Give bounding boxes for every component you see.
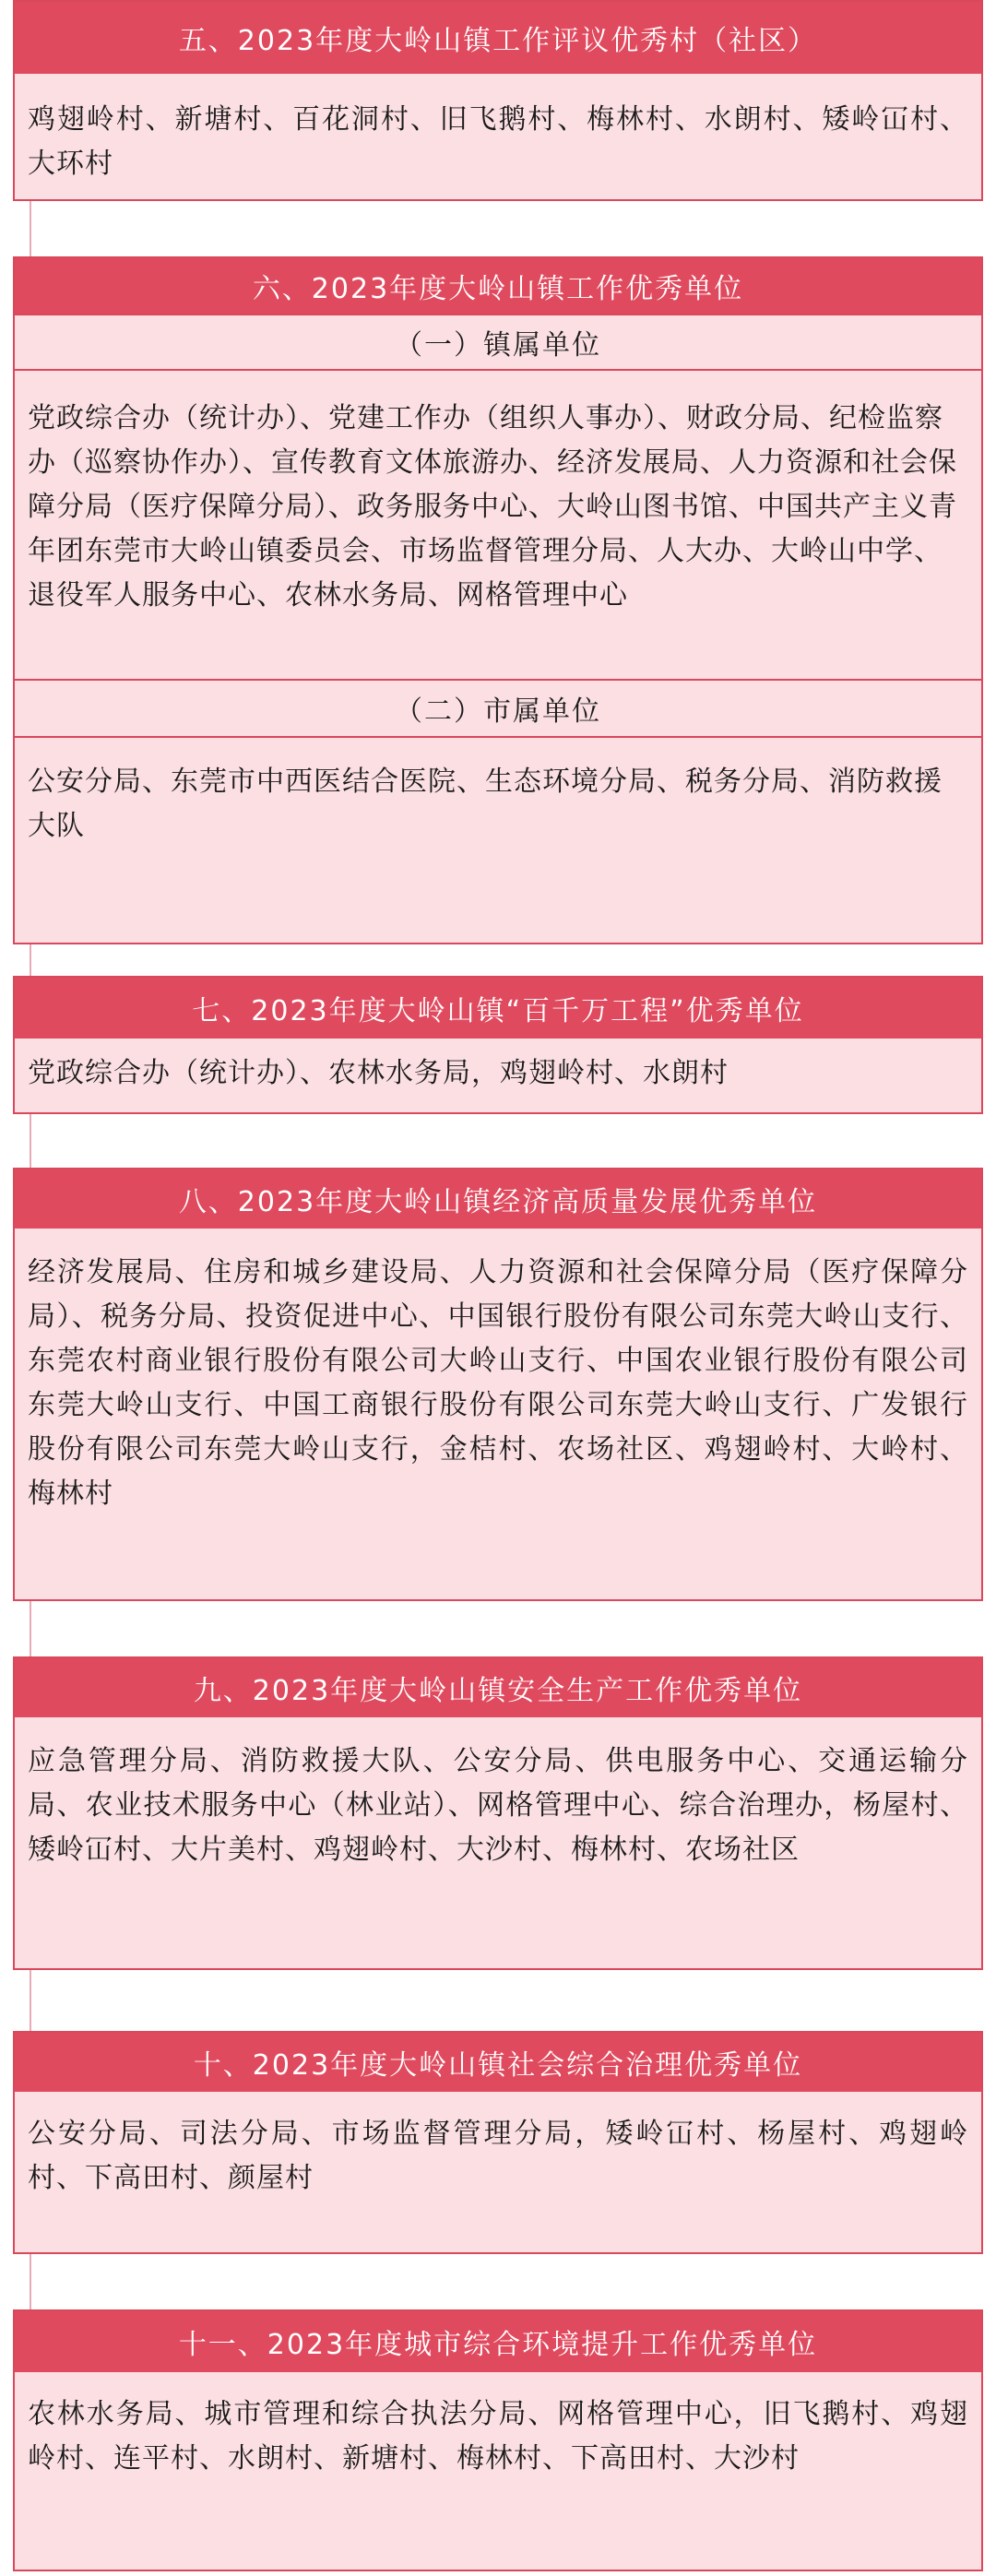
section-card-10 — [13, 2031, 983, 2254]
section-card-11 — [13, 2309, 983, 2571]
section-body: 经济发展局、住房和城乡建设局、人力资源和社会保障分局（医疗保障分局）、税务分局、投资促进中心、中国银行股份有限公司东莞大岭山支行、东莞农村商业银行股份有限公司大岭山支行、中国农业银行股份有限公司东莞大岭山支行、中国工商银行股份有限公司东莞大岭山支行、广发银行股份有限公司东莞大岭山支行，金桔村、农场社区、鸡翅岭村、大岭村、梅林村 — [15, 1229, 981, 1516]
subsection-body: 党政综合办（统计办）、党建工作办（组织人事办）、财政分局、纪检监察办（巡察协作办）、宣传教育文体旅游办、经济发展局、人力资源和社会保障分局（医疗保障分局）、政务服务中心、大岭山图书馆、中国共产主义青年团东莞市大岭山镇委员会、市场监督管理分局、人大办、大岭山中学、退役军人服务中心、农林水务局、网格管理中心 — [15, 371, 981, 679]
section-title: 五、2023年度大岭山镇工作评议优秀村（社区） — [15, 2, 981, 74]
section-title: 十、2023年度大岭山镇社会综合治理优秀单位 — [15, 2033, 981, 2092]
subsection-body: 公安分局、东莞市中西医结合医院、生态环境分局、税务分局、消防救援大队 — [15, 738, 981, 869]
section-connector — [30, 201, 31, 256]
section-card-5 — [13, 0, 983, 201]
section-card-8 — [13, 1168, 983, 1601]
section-title: 六、2023年度大岭山镇工作优秀单位 — [15, 258, 981, 314]
section-body: 公安分局、司法分局、市场监督管理分局，矮岭冚村、杨屋村、鸡翅岭村、下高田村、颜屋村 — [15, 2092, 981, 2201]
section-title: 十一、2023年度城市综合环境提升工作优秀单位 — [15, 2311, 981, 2372]
section-connector — [30, 2254, 31, 2309]
section-connector — [30, 1114, 31, 1168]
section-body: 鸡翅岭村、新塘村、百花洞村、旧飞鹅村、梅林村、水朗村、矮岭冚村、大环村 — [15, 74, 981, 186]
section-body: 农林水务局、城市管理和综合执法分局、网格管理中心，旧飞鹅村、鸡翅岭村、连平村、水朗村、新塘村、梅林村、下高田村、大沙村 — [15, 2372, 981, 2481]
section-card-9 — [13, 1656, 983, 1970]
subsection-title: （一）镇属单位 — [15, 314, 981, 371]
section-connector — [30, 944, 31, 976]
section-body: 党政综合办（统计办）、农林水务局，鸡翅岭村、水朗村 — [15, 1039, 981, 1096]
section-connector — [30, 1970, 31, 2031]
subsection-title: （二）市属单位 — [15, 679, 981, 738]
section-card-6 — [13, 256, 983, 944]
section-title: 九、2023年度大岭山镇安全生产工作优秀单位 — [15, 1658, 981, 1717]
section-card-7 — [13, 976, 983, 1114]
section-title: 八、2023年度大岭山镇经济高质量发展优秀单位 — [15, 1169, 981, 1229]
section-body: 应急管理分局、消防救援大队、公安分局、供电服务中心、交通运输分局、农业技术服务中心（林业站）、网格管理中心、综合治理办，杨屋村、矮岭冚村、大片美村、鸡翅岭村、大沙村、梅林村、农场社区 — [15, 1717, 981, 1872]
section-connector — [30, 1601, 31, 1656]
section-title: 七、2023年度大岭山镇“百千万工程”优秀单位 — [15, 978, 981, 1039]
